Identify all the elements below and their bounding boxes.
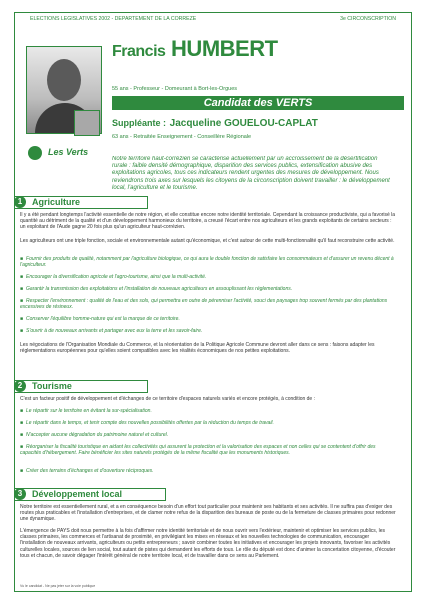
agriculture-bullet-3: ■ Garantir la transmission des exploitations et l'installation de nouveaux agriculteurs en assouplissant les réglementations. bbox=[20, 286, 396, 292]
party-logo-icon bbox=[28, 146, 42, 160]
tourism-bullet-4: ■ Réorganiser la fiscalité touristique en aidant les collectivités qui assurent la protection et la valorisation des espaces et non celles qui se contentent d'offrir des capacités d'hébergement. Faire bénéficier les sites naturels protégés de la même fiscalité que les monuments historiques. bbox=[20, 444, 396, 456]
local-development-p2: L'émergence de PAYS doit nous permettre à la fois d'affirmer notre identité territoriale et de nous ouvrir vers l'extérieur, maintenir et optimiser les services publics, les classes primaires, les commerces et l'artisanat de proximité, en privilégiant les mises en réseaux et les nouvelles technologies de communication, encourager l'installation de nouveaux arrivants, agriculteurs ou petits entrepreneurs ; savoir combiner toutes les initiatives et encourager les projets innovants, favoriser les activités culturelles locales, sources de lien social, tout autant de pistes qui demandent les efforts de tous. Le rôle du député est donc d'animer la concertation citoyenne, d'écouter tous et chacun, de savoir dégager l'intérêt général de notre territoire local, et de travailler dans ce sens au Parlement. bbox=[20, 528, 396, 559]
agriculture-p1: Il y a été pendant longtemps l'activité essentielle de notre région, et elle constitue encore notre identité territoriale. Cependant la croissance productiviste, qui a favorisé la quantité au détriment de la qualité et d'un développement harmonieux du territoire, a creusé l'écart entre nos agriculteurs et les grands exploitants de certains secteurs : un exploitant de l'Aude gagne 20 fois plus qu'un agriculteur haut-corrézien. bbox=[20, 212, 396, 231]
section-number: 1 bbox=[14, 196, 26, 208]
section-header-agriculture bbox=[14, 196, 148, 209]
header-constituency: 3e CIRCONSCRIPTION bbox=[340, 16, 396, 22]
intro-paragraph: Notre territoire haut-corrézien se caractérise actuellement par un accroissement de la désertification rurale : faible densité démographique, disparition des services publics, extensification abusive des exploitations agricoles, tous ces indicateurs rendent urgentes des mesures de développement. Nous reviendrons trois axes sur lesquels les citoyens de la circonscription doivent travailler : le développement local, l'agriculture et le tourisme. bbox=[112, 156, 390, 191]
section-number: 3 bbox=[14, 488, 26, 500]
candidate-name bbox=[112, 36, 278, 62]
header-election: ÉLECTIONS LÉGISLATIVES 2002 - DÉPARTEMENT DE LA CORRÈZE bbox=[30, 16, 197, 22]
header-bar bbox=[30, 16, 396, 22]
section-header-local-development bbox=[14, 488, 166, 501]
agriculture-p2: Les agriculteurs ont une triple fonction, sociale et environnementale autant qu'économique, et c'est autour de cette multi-fonctionnalité qu'il faut reconstruire cette activité. bbox=[20, 238, 395, 244]
agriculture-bullet-5: ■ Conserver l'équilibre homme-nature qui est la marque de ce territoire. bbox=[20, 316, 396, 322]
substitute-label: Suppléante : bbox=[112, 118, 167, 128]
candidate-banner: Candidat des VERTS bbox=[112, 96, 404, 110]
section-number: 2 bbox=[14, 380, 26, 392]
party-name: Les Verts bbox=[48, 147, 89, 157]
legal-footer: Vu le candidat - Ne pas jeter sur la voie publique bbox=[20, 584, 96, 588]
agriculture-bullet-4: ■ Respecter l'environnement : qualité de l'eau et des sols, qui permettra en outre de pérenniser l'activité, souci des paysages trop souvent fermés par des plantations excessives de résineux. bbox=[20, 298, 396, 310]
candidate-details: 55 ans - Professeur - Domeurant à Bort-les-Orgues bbox=[112, 86, 238, 92]
substitute-heading bbox=[112, 114, 318, 129]
substitute-photo bbox=[74, 110, 100, 136]
local-development-p1: Notre territoire est essentiellement rural, et a en conséquence besoin d'un effort tout particulier pour maintenir ses habitants et ses activités. Il ne suffira pas d'exiger des routes plus praticables et l'installation d'entreprises, et de clamer notre refus de la disparition des bureaux de poste ou de la fermeture de classes primaires pour redonner une dynamique. bbox=[20, 504, 396, 523]
tourism-bullet-3: ■ N'accepter aucune dégradation du patrimoine naturel et culturel. bbox=[20, 432, 396, 438]
section-title: Développement local bbox=[32, 489, 123, 499]
section-header-tourism bbox=[14, 380, 148, 393]
tourism-p1: C'est un facteur positif de développement et d'échanges de ce territoire d'espaces naturels variés et encore protégés, à condition de : bbox=[20, 396, 315, 402]
agriculture-p3: Les négociations de l'Organisation Mondiale du Commerce, et la réorientation de la Politique Agricole Commune devront aller dans ce sens : faisons adapter les réglementations européennes pour qu'elles soient compatibles avec les réalités économiques de nos petites exploitations. bbox=[20, 342, 375, 355]
tourism-bullet-2: ■ Le répartir dans le temps, et tenir compte des nouvelles possibilités offertes par la réduction du temps de travail. bbox=[20, 420, 396, 426]
candidate-last-name: HUMBERT bbox=[171, 36, 278, 61]
section-title: Tourisme bbox=[32, 381, 72, 391]
tourism-bullet-5: ■ Créer des terrains d'échanges et d'ouverture réciproques. bbox=[20, 468, 396, 474]
substitute-details: 63 ans - Retraitée Enseignement - Conseillère Régionale bbox=[112, 134, 252, 140]
agriculture-bullet-6: ■ S'ouvrir à de nouveaux arrivants et partager avec eux la terre et les savoir-faire. bbox=[20, 328, 396, 334]
agriculture-bullet-2: ■ Encourager la diversification agricole et l'agro-tourisme, ainsi que la multi-activité. bbox=[20, 274, 396, 280]
section-title: Agriculture bbox=[32, 197, 81, 207]
tourism-bullet-1: ■ Le répartir sur le territoire en évitant la sur-spécialisation. bbox=[20, 408, 396, 414]
candidate-first-name: Francis bbox=[112, 43, 166, 60]
agriculture-bullet-1: ■ Fournir des produits de qualité, notamment par l'agriculture biologique, ce qui aura le double fonction de satisfaire les consommateurs et d'assurer un revenu décent à l'agriculteur. bbox=[20, 256, 396, 268]
substitute-name: Jacqueline GOUELOU-CAPLAT bbox=[169, 118, 318, 129]
